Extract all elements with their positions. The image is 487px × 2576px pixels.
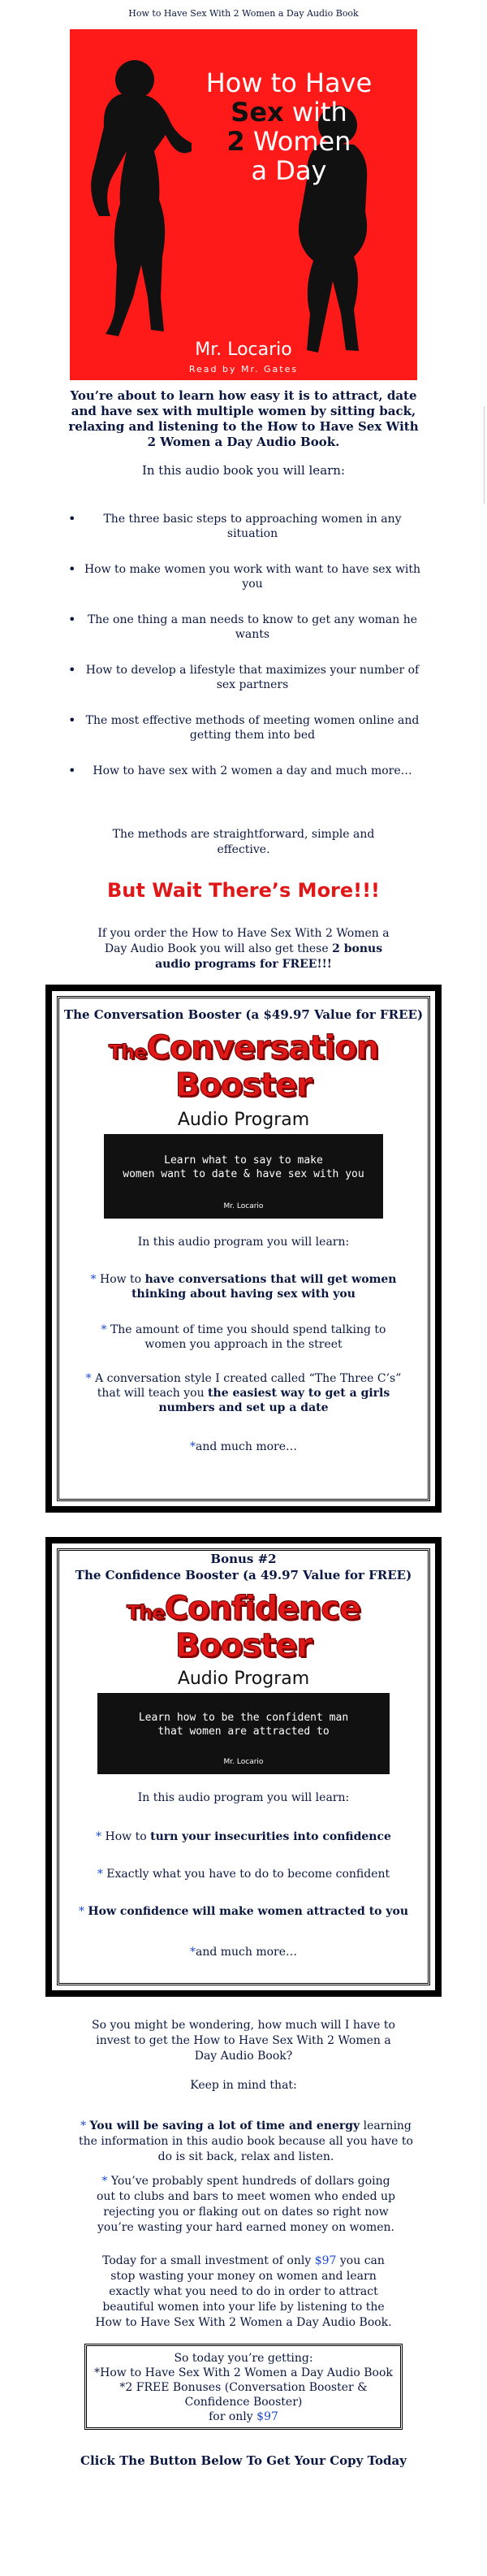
- star-icon: *: [85, 1372, 92, 1385]
- bonus2-more: *and much more…: [189, 1946, 298, 1959]
- cover-author: Mr. Locario: [195, 340, 292, 360]
- bonus1-more: *and much more…: [189, 1440, 298, 1453]
- bonus2-banner: [97, 1693, 390, 1774]
- order-text: [97, 926, 390, 972]
- wondering-text: So you might be wondering, how much will I have to invest to get the How to Have Sex With 2 Women a Day Audio Book?: [92, 2019, 395, 2063]
- bonus1-banner: [104, 1134, 383, 1219]
- star-icon: *: [96, 1830, 102, 1843]
- book-cover-image: [70, 29, 417, 380]
- bonus1-banner-signature: Mr. Locario: [223, 1202, 264, 1210]
- star-icon: *: [101, 1323, 107, 1336]
- intro-text: You’re about to learn how easy it is to attract, date and have sex with multiple women by sitting back, relaxing and listening to the How to Have Sex With 2 Women a Day Audio Book.: [68, 388, 419, 449]
- cover-title-day: a Day: [251, 155, 327, 186]
- list-item: • How to make women you work with want to have sex with you: [73, 562, 422, 591]
- star-icon: *: [189, 1946, 196, 1959]
- bonus1-learn: In this audio program you will learn:: [137, 1236, 350, 1249]
- list-item: • The three basic steps to approaching women in any situation: [73, 512, 422, 541]
- bonus2-item: * How confidence will make women attracted to you: [78, 1905, 409, 1918]
- offer-line1: So today you’re getting:: [174, 2352, 313, 2365]
- offer-line3: *2 FREE Bonuses (Conversation Booster & Confidence Booster): [119, 2381, 368, 2409]
- bonus2-item: * Exactly what you have to do to become confident: [97, 1868, 390, 1881]
- star-icon: *: [80, 2119, 87, 2132]
- bonus1-item: * How to have conversations that will get women thinking about having sex with you: [90, 1273, 397, 1301]
- offer-summary-box: [84, 2344, 403, 2430]
- bonus1-box: [45, 985, 442, 1513]
- page-edge-line: [484, 406, 485, 504]
- cover-reader: Read by Mr. Gates: [188, 364, 299, 374]
- bonus2-box: [45, 1537, 442, 1997]
- cover-title-women: Women: [252, 126, 351, 157]
- bonus1-title: The Conversation Booster (a $49.97 Value for FREE): [63, 1007, 424, 1022]
- star-icon: *: [189, 1440, 196, 1453]
- order-text-b: 2 bonus audio programs for FREE!!!: [155, 942, 383, 971]
- star-icon: *: [78, 1905, 84, 1918]
- offer-price: $97: [256, 2410, 278, 2423]
- cover-title-sex: Sex: [231, 97, 284, 128]
- methods-text: The methods are straightforward, simple and effective.: [112, 828, 375, 856]
- cta-text: Click The Button Below To Get Your Copy Today: [80, 2453, 407, 2468]
- keep-in-mind: Keep in mind that:: [190, 2079, 297, 2092]
- page-title: How to Have Sex With 2 Women a Day Audio Book: [128, 8, 359, 19]
- list-item: • How to develop a lifestyle that maximizes your number of sex partners: [73, 663, 422, 692]
- offer-line4: for only $97: [209, 2410, 278, 2423]
- bonus2-logo-line1: [52, 1591, 435, 1630]
- bonus1-banner-line1: Learn what to say to make: [164, 1154, 323, 1167]
- list-item: • The most effective methods of meeting women online and getting them into bed: [73, 713, 422, 742]
- order-text-a: If you order the How to Have Sex With 2 Women a Day Audio Book you will also get these: [97, 927, 390, 955]
- bonus2-logo-name: Confidence: [164, 1590, 361, 1627]
- star-icon: *: [90, 1273, 97, 1286]
- cover-title-number: 2: [226, 126, 245, 157]
- cover-title-line1: How to Have: [205, 67, 373, 98]
- star-icon: *: [101, 2175, 108, 2188]
- price-text: $97: [314, 2254, 337, 2267]
- bonus1-logo-line2: Booster: [175, 1067, 312, 1104]
- cover-title-with: with: [291, 97, 347, 128]
- bonus1-banner-line2: women want to date & have sex with you: [123, 1168, 364, 1180]
- offer-line2: *How to Have Sex With 2 Women a Day Audio Book: [94, 2366, 393, 2379]
- bonus1-item: * A conversation style I created called “The Three C’s” that will teach you the easiest way to get a girls numbers and set up a date: [85, 1372, 402, 1414]
- point-2: * You’ve probably spent hundreds of dollars going out to clubs and bars to meet women who ended up rejecting you or flaking out on dates so right now you’re wasting your hard earned money on women.: [96, 2175, 396, 2234]
- wait-more-heading: But Wait There’s More!!!: [107, 879, 380, 902]
- bonus2-banner-signature: Mr. Locario: [223, 1758, 264, 1766]
- bonus2-learn: In this audio program you will learn:: [137, 1791, 350, 1804]
- bonus2-banner-line1: Learn how to be the confident man: [138, 1712, 349, 1724]
- learn-heading: In this audio book you will learn:: [141, 463, 346, 478]
- learn-list: [73, 512, 422, 799]
- bonus2-logo-line2: Booster: [175, 1627, 312, 1665]
- bonus1-logo-line1: [52, 1030, 435, 1070]
- today-text: Today for a small investment of only $97 you can stop wasting your money on women and learn exactly what you need to do in order to attract beautiful women into your life by listening to the How to Have Sex With 2 Women a Day Audio Book.: [95, 2254, 392, 2329]
- star-icon: *: [97, 1868, 103, 1881]
- bonus2-logo-the: The: [126, 1601, 165, 1624]
- list-item: • How to have sex with 2 women a day and much more…: [73, 764, 422, 778]
- point-1: * You will be saving a lot of time and energy learning the information in this audio book because all you have to do is sit back, relax and listen.: [79, 2119, 413, 2163]
- bonus2-title: The Confidence Booster (a 49.97 Value for FREE): [75, 1568, 412, 1582]
- bonus1-audio-program: Audio Program: [177, 1110, 310, 1130]
- bonus2-item: * How to turn your insecurities into confidence: [96, 1830, 391, 1843]
- bonus1-logo-name: Conversation: [146, 1029, 379, 1067]
- bonus2-label: Bonus #2: [210, 1552, 277, 1566]
- list-item: • The one thing a man needs to know to get any woman he wants: [73, 613, 422, 642]
- bonus2-audio-program: Audio Program: [177, 1669, 310, 1689]
- bonus1-item: * The amount of time you should spend talking to women you approach in the street: [101, 1323, 386, 1351]
- bonus1-logo-the: The: [108, 1041, 147, 1063]
- bonus2-banner-line2: that women are attracted to: [157, 1725, 330, 1738]
- cover-title: [167, 68, 411, 185]
